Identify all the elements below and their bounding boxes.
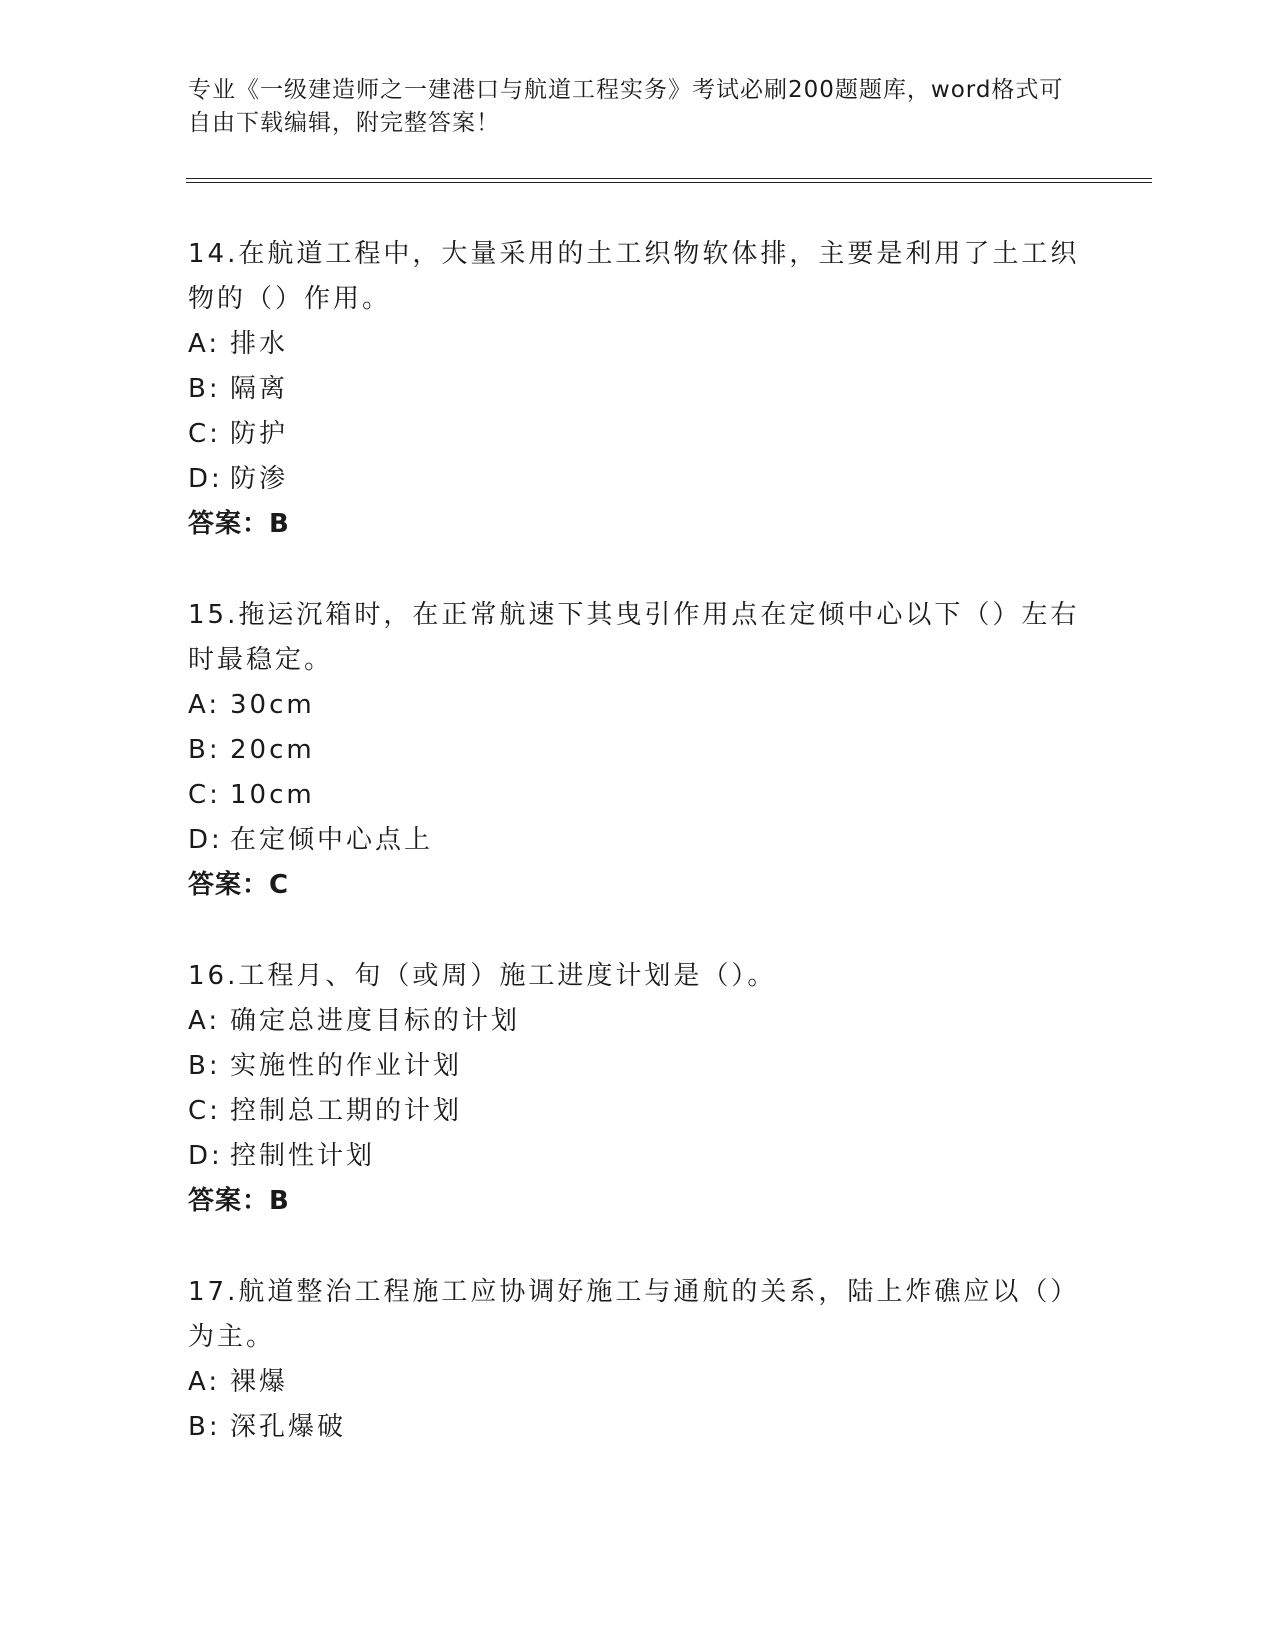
question-stem: 16.工程月、旬（或周）施工进度计划是（）。	[188, 961, 777, 991]
question-stem: 14.在航道工程中，大量采用的土工织物软体排，主要是利用了土工织物的（）作用。	[188, 239, 1080, 314]
question-stem: 17.航道整治工程施工应协调好施工与通航的关系，陆上炸礁应以（）为主。	[188, 1277, 1080, 1352]
option-c	[188, 773, 1088, 818]
option-letter: B:	[188, 1412, 221, 1442]
question-14	[188, 232, 1088, 547]
option-letter: C:	[188, 1096, 221, 1126]
option-d	[188, 818, 1088, 863]
option-letter: A:	[188, 690, 221, 720]
answer-line: 答案：B	[188, 1186, 290, 1216]
option-letter: D:	[188, 464, 223, 494]
question-list	[188, 232, 1088, 1496]
option-b	[188, 1405, 1088, 1450]
answer-line: 答案：C	[188, 870, 290, 900]
option-text: 防护	[230, 419, 289, 449]
option-letter: B:	[188, 1051, 221, 1081]
option-a	[188, 683, 1088, 728]
option-a	[188, 999, 1088, 1044]
question-16	[188, 954, 1088, 1224]
option-text: 实施性的作业计划	[230, 1051, 463, 1081]
header-double-rule	[186, 178, 1152, 183]
option-c	[188, 412, 1088, 457]
question-15	[188, 593, 1088, 908]
option-letter: C:	[188, 419, 221, 449]
question-17	[188, 1270, 1088, 1450]
option-text: 20cm	[230, 735, 315, 765]
option-letter: A:	[188, 329, 221, 359]
option-letter: B:	[188, 735, 221, 765]
option-a	[188, 1360, 1088, 1405]
option-letter: A:	[188, 1006, 221, 1036]
option-text: 深孔爆破	[230, 1412, 347, 1442]
option-text: 确定总进度目标的计划	[230, 1006, 521, 1036]
option-letter: D:	[188, 825, 223, 855]
option-c	[188, 1089, 1088, 1134]
question-stem: 15.拖运沉箱时，在正常航速下其曳引作用点在定倾中心以下（）左右时最稳定。	[188, 600, 1080, 675]
option-text: 10cm	[230, 780, 315, 810]
option-a	[188, 322, 1088, 367]
option-b	[188, 728, 1088, 773]
option-text: 防渗	[230, 464, 289, 494]
option-text: 控制总工期的计划	[230, 1096, 463, 1126]
option-text: 隔离	[230, 374, 289, 404]
option-d	[188, 1134, 1088, 1179]
answer-line: 答案：B	[188, 509, 290, 539]
option-text: 排水	[230, 329, 289, 359]
option-letter: D:	[188, 1141, 223, 1171]
option-text: 控制性计划	[230, 1141, 376, 1171]
option-letter: A:	[188, 1367, 221, 1397]
document-header: 专业《一级建造师之一建港口与航道工程实务》考试必刷200题题库，word格式可自由下载编辑，附完整答案！	[188, 77, 1064, 136]
option-text: 30cm	[230, 690, 315, 720]
option-text: 裸爆	[230, 1367, 289, 1397]
option-text: 在定倾中心点上	[230, 825, 434, 855]
option-b	[188, 367, 1088, 412]
option-b	[188, 1044, 1088, 1089]
option-letter: C:	[188, 780, 221, 810]
option-d	[188, 457, 1088, 502]
option-letter: B:	[188, 374, 221, 404]
